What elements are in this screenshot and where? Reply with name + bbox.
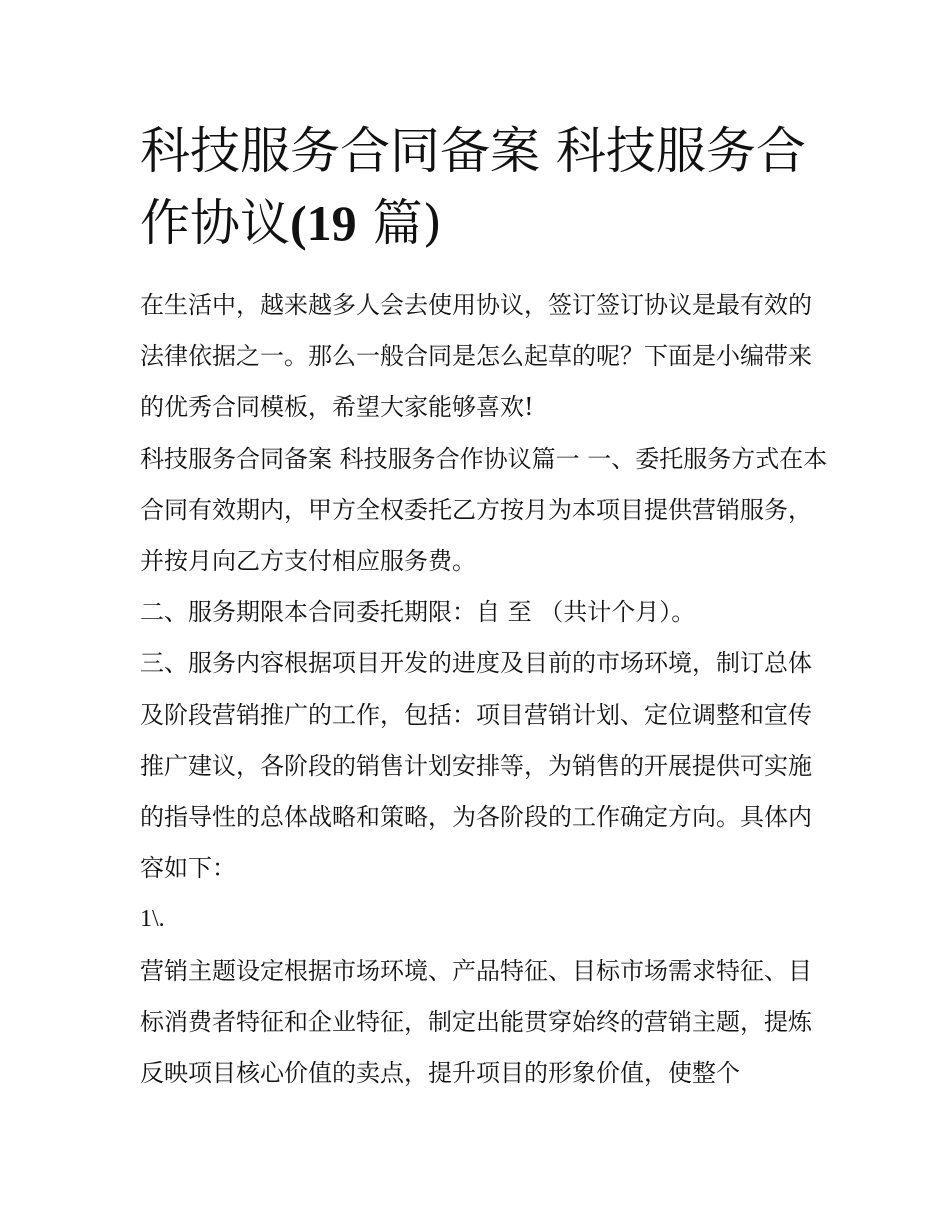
list-number: 1\. — [140, 906, 165, 933]
paragraph-marketing-theme: 营销主题设定根据市场环境、产品特征、目标市场需求特征、目标消费者特征和企业特征，制定出能贯穿始终的营销主题，提炼反映项目核心价值的卖点，提升项目的形象价值，使整个 — [140, 956, 812, 1088]
paragraph-intro: 在生活中，越来越多人会去使用协议，签订签订协议是最有效的法律依据之一。那么一般合同是怎么起草的呢？下面是小编带来的优秀合同模板，希望大家能够喜欢! — [140, 291, 812, 422]
paragraph-section-2: 二、服务期限本合同委托期限：自 至 （共计个月）。 — [140, 598, 696, 627]
title-count: (19 — [290, 195, 357, 251]
paragraph-section-1: 科技服务合同备案 科技服务合作协议篇一 一、委托服务方式在本合同有效期内，甲方全权委托乙方按月为本项目提供营销服务，并按月向乙方支付相应服务费。 — [140, 444, 828, 576]
document-body — [140, 280, 830, 1099]
paragraph-section-3: 三、服务内容根据项目开发的进度及目前的市场环境，制订总体及阶段营销推广的工作，包括：项目营销计划、定位调整和宣传推广建议，各阶段的销售计划安排等，为销售的开展提供可实施的指导性的总体战略和策略，为各阶段的工作确定方向。具体内容如下： — [140, 649, 812, 883]
document-title — [140, 115, 830, 259]
title-text: 科技服务合同备案 科技服务合作协议 — [140, 122, 806, 252]
title-suffix: 篇) — [372, 194, 443, 252]
